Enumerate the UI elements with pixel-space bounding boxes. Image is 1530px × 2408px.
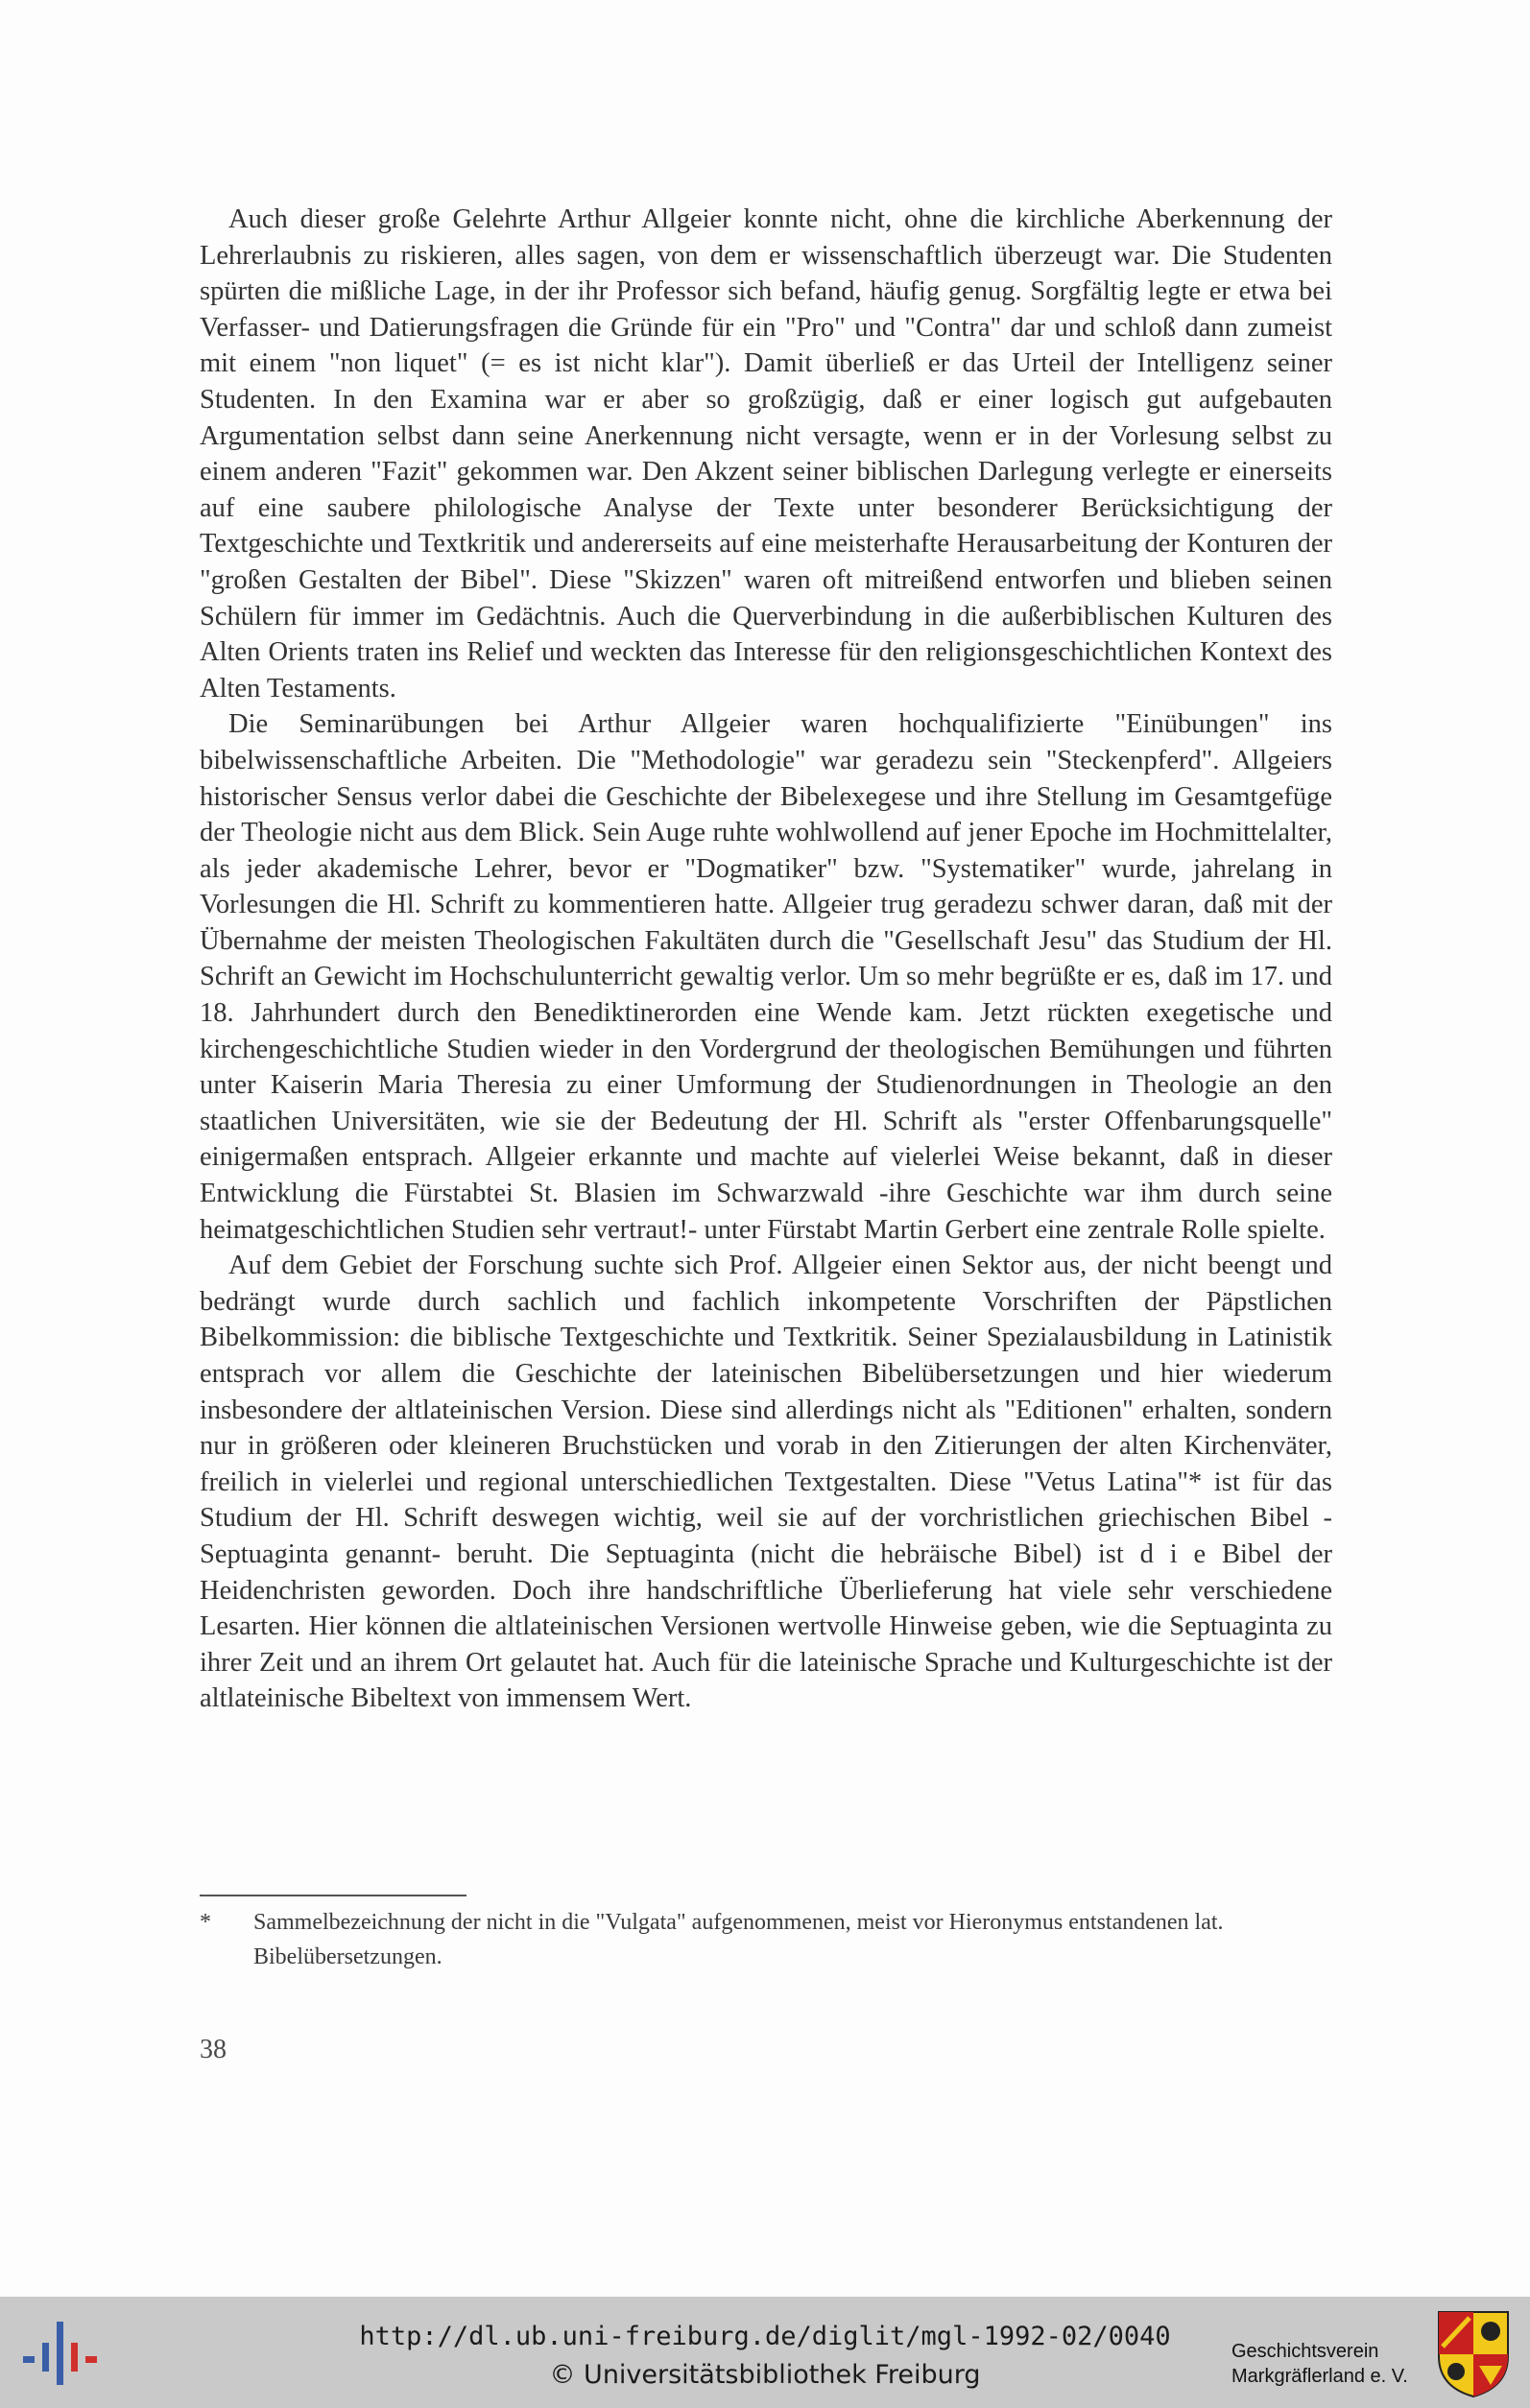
body-text bbox=[200, 202, 1332, 1717]
source-url-link[interactable]: http://dl.ub.uni-freiburg.de/diglit/mgl-1992-02/0040 bbox=[359, 2322, 1171, 2351]
publisher-line-2: Markgräflerland e. V. bbox=[1231, 2366, 1408, 2387]
footnote-text: Sammelbezeichnung der nicht in die "Vulgata" aufgenommenen, meist vor Hieronymus entstandenen lat. Bibelübersetzungen. bbox=[253, 1910, 1224, 1969]
paragraph-3: Auf dem Gebiet der Forschung suchte sich Prof. Allgeier einen Sektor aus, der nicht beengt und bedrängt wurde durch sachlich und fachlich inkompetente Vorschriften der Päpstlichen Bibelkommission: die biblische Textgeschichte und Textkritik. Seiner Spezialausbildung in Latinistik entsprach vor allem die Geschichte der lateinischen Bibelübersetzungen und hier wiederum insbesondere der altlateinischen Version. Diese sind allerdings nicht als "Editionen" erhalten, sondern nur in größeren oder kleineren Bruchstücken und vorab in den Zitierungen der alten Kirchenväter, freilich in vielerlei und regional unterschiedlichen Textgestalten. Diese "Vetus Latina"* ist für das Studium der Hl. Schrift deswegen wichtig, weil sie auf der vorchristlichen griechischen Bibel -Septuaginta genannt- beruht. Die Septuaginta (nicht die hebräische Bibel) ist d i e Bibel der Heidenchristen geworden. Doch ihre handschriftliche Überlieferung hat viele sehr verschiedene Lesarten. Hier können die altlateinischen Versionen wertvolle Hinweise geben, wie die Septuaginta zu ihrer Zeit und an ihrem Ort gelautet hat. Auch für die lateinische Sprache und Kulturgeschichte ist der altlateinische Bibeltext von immensem Wert. bbox=[200, 1251, 1332, 1714]
copyright-notice: © Universitätsbibliothek Freiburg bbox=[549, 2360, 981, 2390]
footer-bar bbox=[0, 2297, 1530, 2408]
publisher-line-1: Geschichtsverein bbox=[1231, 2341, 1379, 2362]
coat-of-arms-icon bbox=[1435, 2308, 1512, 2398]
page-number: 38 bbox=[200, 2035, 227, 2064]
footnote bbox=[200, 1905, 1255, 1974]
paragraph-2: Die Seminarübungen bei Arthur Allgeier waren hochqualifizierte "Einübungen" ins bibelwissenschaftliche Arbeiten. Die "Methodologie" war geradezu sein "Steckenpferd". Allgeiers historischer Sensus verlor dabei die Geschichte der Bibelexegese und ihre Stellung im Gesamtgefüge der Theologie nicht aus dem Blick. Sein Auge ruhte wohlwollend auf jener Epoche im Hochmittelalter, als jeder akademische Lehrer, bevor er "Dogmatiker" bzw. "Systematiker" wurde, jahrelang in Vorlesungen die Hl. Schrift zu kommentieren hatte. Allgeier trug geradezu schwer daran, daß mit der Übernahme der meisten Theologischen Fakultäten durch die "Gesellschaft Jesu" das Studium der Hl. Schrift an Gewicht im Hochschulunterricht gewaltig verlor. Um so mehr begrüßte er es, daß im 17. und 18. Jahrhundert durch den Benediktinerorden eine Wende kam. Jetzt rückten exegetische und kirchengeschichtliche Studien wieder in den Vordergrund der theologischen Bemühungen und führten unter Kaiserin Maria Theresia zu einer Umformung der Studienordnungen in Theologie an den staatlichen Universitäten, wie sie der Bedeutung der Hl. Schrift als "erster Offenbarungsquelle" einigermaßen entsprach. Allgeier erkannte und machte auf vielerlei Weise bekannt, daß in dieser Entwicklung die Fürstabtei St. Blasien im Schwarzwald -ihre Geschichte war ihm durch seine heimatgeschichtlichen Studien sehr vertraut!- unter Fürstabt Martin Gerbert eine zentrale Rolle spielte. bbox=[200, 709, 1332, 1245]
footnote-mark: * bbox=[200, 1910, 211, 1935]
footnote-divider bbox=[200, 1895, 466, 1896]
paragraph-1: Auch dieser große Gelehrte Arthur Allgeier konnte nicht, ohne die kirchliche Aberkennung der Lehrerlaubnis zu riskieren, alles sagen, von dem er wissenschaftlich überzeugt war. Die Studenten spürten die mißliche Lage, in der ihr Professor sich befand, häufig genug. Sorgfältig legte er etwa bei Verfasser- und Datierungsfragen die Gründe für ein "Pro" und "Contra" dar und schloß dann zumeist mit einem "non liquet" (= es ist nicht klar"). Damit überließ er das Urteil der Intelligenz seiner Studenten. In den Examina war er aber so großzügig, daß er einer logisch gut aufgebauten Argumentation selbst dann seine Anerkennung nicht versagte, wenn er in der Vorlesung selbst zu einem anderen "Fazit" gekommen war. Den Akzent seiner biblischen Darlegung verlegte er einerseits auf eine saubere philologische Analyse der Texte unter besonderer Berücksichtigung der Textgeschichte und Textkritik und andererseits auf eine meisterhafte Herausarbeitung der Konturen der "großen Gestalten der Bibel". Diese "Skizzen" waren oft mitreißend entworfen und blieben seinen Schülern für immer im Gedächtnis. Auch die Querverbindung in die außerbiblischen Kulturen des Alten Orients traten ins Relief und weckten das Interesse für den religionsgeschichtlichen Kontext des Alten Testaments. bbox=[200, 204, 1332, 703]
publisher-name bbox=[1231, 2339, 1452, 2389]
